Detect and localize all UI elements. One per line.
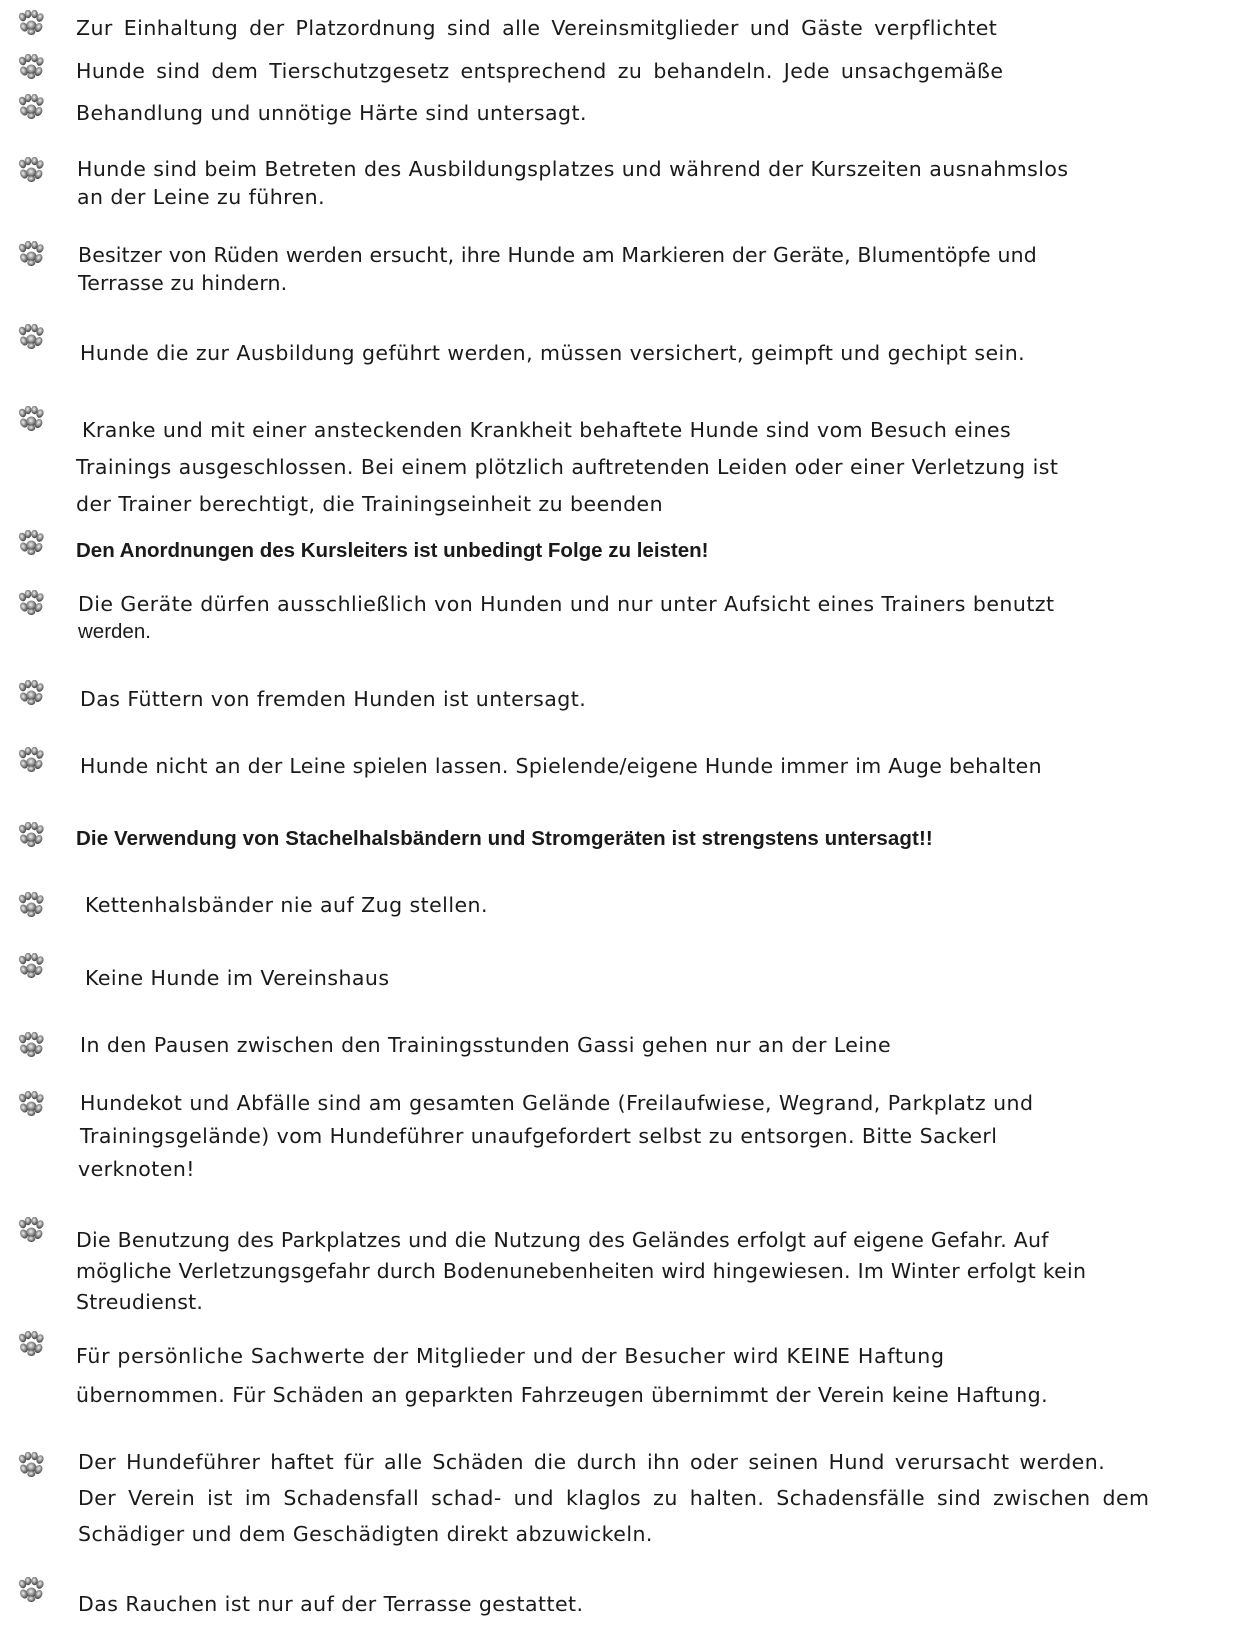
rule-text: Terrasse zu hindern. xyxy=(78,271,288,295)
paw-icon xyxy=(17,1577,45,1603)
paw-icon xyxy=(17,680,45,706)
rule-text: Hunde sind dem Tierschutzgesetz entsprechend zu behandeln. Jede unsachgemäße xyxy=(76,59,1004,83)
paw-icon xyxy=(17,747,45,773)
paw-icon xyxy=(17,324,45,350)
rule-text: Der Hundeführer haftet für alle Schäden die durch ihn oder seinen Hund verursacht werden. xyxy=(78,1450,1106,1474)
rule-text: Keine Hunde im Vereinshaus xyxy=(85,966,390,990)
rule-text: Besitzer von Rüden werden ersucht, ihre Hunde am Markieren der Geräte, Blumentöpfe und xyxy=(78,243,1037,267)
rule-text: Hundekot und Abfälle sind am gesamten Gelände (Freilaufwiese, Wegrand, Parkplatz und xyxy=(80,1091,1034,1115)
rule-text: Das Füttern von fremden Hunden ist untersagt. xyxy=(80,687,587,711)
rule-text: Zur Einhaltung der Platzordnung sind alle Vereinsmitglieder und Gäste verpflichtet xyxy=(76,16,998,40)
rule-text: Die Geräte dürfen ausschließlich von Hunden und nur unter Aufsicht eines Trainers benutzt xyxy=(78,592,1055,616)
rule-text: Kranke und mit einer ansteckenden Krankheit behaftete Hunde sind vom Besuch eines xyxy=(82,418,1012,442)
rule-text: Trainings ausgeschlossen. Bei einem plötzlich auftretenden Leiden oder einer Verletzung ist xyxy=(76,455,1059,479)
rule-text: an der Leine zu führen. xyxy=(77,185,326,209)
rule-text: mögliche Verletzungsgefahr durch Bodenunebenheiten wird hingewiesen. Im Winter erfolgt kein xyxy=(76,1259,1087,1283)
paw-icon xyxy=(17,10,45,36)
paw-icon xyxy=(17,406,45,432)
rule-text: Die Verwendung von Stachelhalsbändern und Stromgeräten ist strengstens untersagt!! xyxy=(76,827,933,850)
rule-text: Die Benutzung des Parkplatzes und die Nutzung des Geländes erfolgt auf eigene Gefahr. Auf xyxy=(76,1228,1049,1252)
rule-text: übernommen. Für Schäden an geparkten Fahrzeugen übernimmt der Verein keine Haftung. xyxy=(76,1383,1049,1407)
paw-icon xyxy=(17,54,45,80)
rule-text: Für persönliche Sachwerte der Mitglieder und der Besucher wird KEINE Haftung xyxy=(76,1344,945,1368)
paw-icon xyxy=(17,241,45,267)
paw-icon xyxy=(17,157,45,183)
rule-text: Streudienst. xyxy=(76,1290,204,1314)
rule-text: der Trainer berechtigt, die Trainingseinheit zu beenden xyxy=(76,492,664,516)
paw-icon xyxy=(17,822,45,848)
paw-icon xyxy=(17,1032,45,1058)
rule-text: Der Verein ist im Schadensfall schad- und klaglos zu halten. Schadensfälle sind zwischen dem xyxy=(78,1486,1150,1510)
rule-text: Hunde nicht an der Leine spielen lassen. Spielende/eigene Hunde immer im Auge behalten xyxy=(80,754,1042,778)
paw-icon xyxy=(17,94,45,120)
rule-text: Behandlung und unnötige Härte sind untersagt. xyxy=(76,101,587,125)
paw-icon xyxy=(17,1217,45,1243)
paw-icon xyxy=(17,1091,45,1117)
rule-text: verknoten! xyxy=(78,1157,195,1181)
rule-text: Das Rauchen ist nur auf der Terrasse gestattet. xyxy=(78,1592,584,1616)
paw-icon xyxy=(17,1331,45,1357)
rule-text: werden. xyxy=(78,620,151,643)
rule-text: Schädiger und dem Geschädigten direkt abzuwickeln. xyxy=(78,1522,653,1546)
rule-text: Trainingsgelände) vom Hundeführer unaufgefordert selbst zu entsorgen. Bitte Sackerl xyxy=(80,1124,998,1148)
rule-text: Hunde die zur Ausbildung geführt werden, müssen versichert, geimpft und gechipt sein. xyxy=(80,341,1026,365)
rule-text: Kettenhalsbänder nie auf Zug stellen. xyxy=(85,893,488,917)
paw-icon xyxy=(17,953,45,979)
paw-icon xyxy=(17,1452,45,1478)
paw-icon xyxy=(17,530,45,556)
paw-icon xyxy=(17,590,45,616)
rule-text: Den Anordnungen des Kursleiters ist unbedingt Folge zu leisten! xyxy=(76,539,709,562)
rule-text: In den Pausen zwischen den Trainingsstunden Gassi gehen nur an der Leine xyxy=(80,1033,892,1057)
rule-text: Hunde sind beim Betreten des Ausbildungsplatzes und während der Kurszeiten ausnahmslos xyxy=(77,157,1069,181)
paw-icon xyxy=(17,892,45,918)
